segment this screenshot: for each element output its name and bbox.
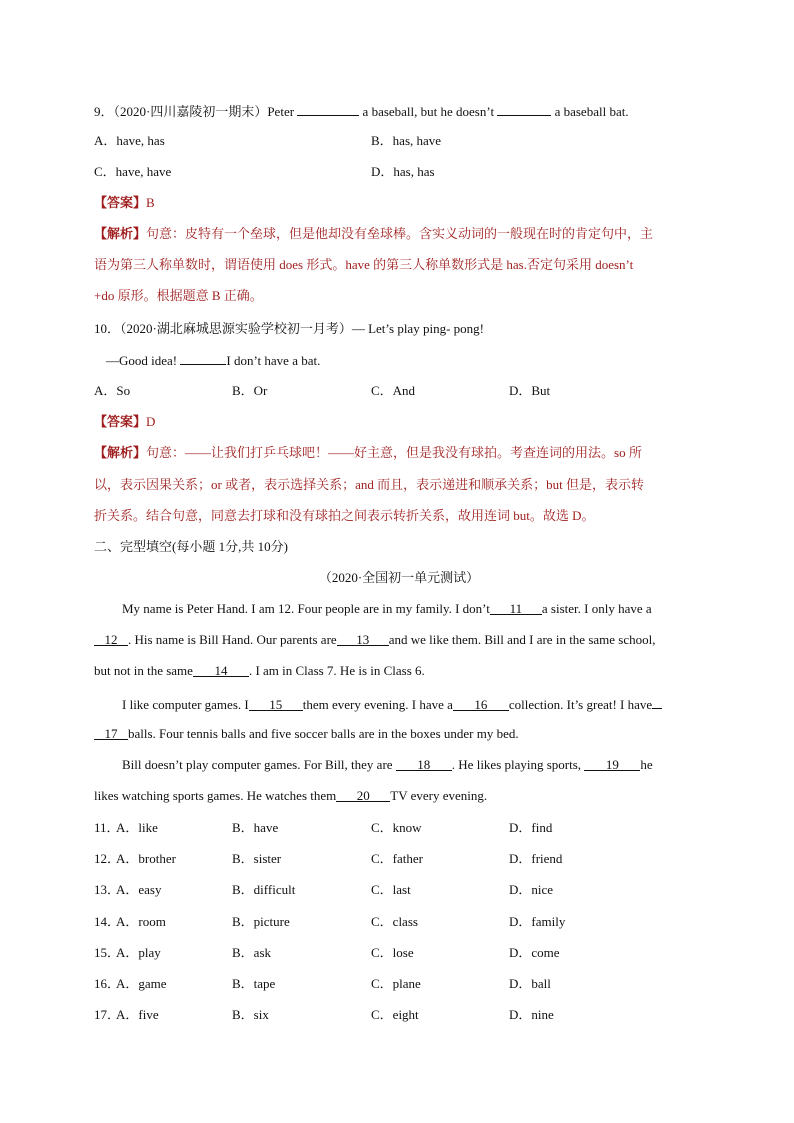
passage-text: he xyxy=(640,757,653,772)
q10-analysis-label: 【解析】 xyxy=(94,445,147,460)
choice-option-d: D．come xyxy=(509,944,560,960)
choice-option-c: C．know xyxy=(371,820,422,835)
passage-blank-15: 15 xyxy=(249,696,303,711)
q10-dialogue-part-1: —Good idea! xyxy=(106,353,178,368)
q10-option-c: C．And xyxy=(371,383,416,398)
q9-option-b: B．has, have xyxy=(371,133,442,148)
choice-option-d: D．nice xyxy=(509,882,554,898)
q9-stem xyxy=(94,101,629,121)
choice-option-c: C．plane xyxy=(371,976,421,991)
q9-option-a: A．have, has xyxy=(94,133,165,148)
passage-text: TV every evening. xyxy=(390,788,488,803)
q10-blank xyxy=(180,350,226,365)
passage-blank-11: 11 xyxy=(490,600,542,615)
q10-dialogue-part-2: I don’t have a bat. xyxy=(226,353,321,368)
choice-option-d: D．nine xyxy=(509,1007,554,1023)
passage-blank-14: 14 xyxy=(193,662,249,677)
choice-option-a: A．easy xyxy=(116,882,162,898)
q10-option-d: D．But xyxy=(509,383,551,398)
choice-option-a: A．like xyxy=(116,820,158,835)
passage-text: . I am in Class 7. He is in Class 6. xyxy=(248,663,425,678)
q9-option-d: D．has, has xyxy=(371,164,435,179)
choice-option-b: B．six xyxy=(232,1007,269,1023)
q9-blank-2 xyxy=(497,101,551,116)
q10-option-b: B．Or xyxy=(232,383,268,398)
choice-option-c: C．eight xyxy=(371,1007,419,1023)
choice-option-d: D．find xyxy=(509,820,553,835)
passage-text: and we like them. Bill and I are in the same school, xyxy=(388,632,656,647)
q9-stem-part-1: 9．（2020·四川嘉陵初一期末）Peter xyxy=(94,104,295,119)
choice-option-a: A．play xyxy=(116,944,161,960)
passage-blank-18: 18 xyxy=(396,756,452,771)
choice-option-b: B．difficult xyxy=(232,882,296,898)
q10-dialogue-line xyxy=(106,350,320,370)
passage-blank-20: 20 xyxy=(336,787,390,802)
passage-p3-line-1 xyxy=(122,756,722,774)
passage-p1-line-3 xyxy=(94,662,694,680)
passage-text: . He likes playing sports, xyxy=(451,757,582,772)
choice-number: 16． xyxy=(94,976,121,991)
passage-text: balls. Four tennis balls and five soccer balls are in the boxes under my bed. xyxy=(128,726,519,741)
q10-analysis-text-2: 以，表示因果关系；or 或者，表示选择关系；and 而且，表示递进和顺承关系；but 但是，表示转 xyxy=(94,477,644,492)
q9-analysis-line-1 xyxy=(94,225,653,243)
q9-stem-part-3: a baseball bat. xyxy=(554,104,629,119)
passage-blank-13: 13 xyxy=(337,631,389,646)
passage-text: but not in the same xyxy=(94,663,193,678)
passage-blank-19: 19 xyxy=(584,756,640,771)
passage-text: collection. It’s great! I have xyxy=(508,697,653,712)
passage-blank-17-start xyxy=(652,694,662,709)
q9-option-c: C．have, have xyxy=(94,164,172,179)
q9-analysis-text-3: +do 原形。根据题意 B 正确。 xyxy=(94,288,263,303)
choice-number: 14． xyxy=(94,913,121,929)
choice-option-b: B．sister xyxy=(232,851,282,867)
section-source: （2020·全国初一单元测试） xyxy=(318,570,480,585)
passage-p2-line-1 xyxy=(122,694,722,714)
passage-p3-line-2 xyxy=(94,787,694,805)
q9-blank-1 xyxy=(297,101,359,116)
q9-stem-part-2: a baseball, but he doesn’t xyxy=(362,104,495,119)
choice-option-b: B．have xyxy=(232,820,279,835)
passage-text: a sister. I only have a xyxy=(541,601,652,616)
q10-answer-label: 【答案】 xyxy=(94,414,147,429)
q9-answer-label: 【答案】 xyxy=(94,195,147,210)
q9-answer xyxy=(94,194,155,212)
choice-option-c: C．class xyxy=(371,913,418,929)
passage-blank-17: 17 xyxy=(94,725,128,740)
choice-option-c: C．lose xyxy=(371,944,414,960)
choice-number: 15． xyxy=(94,944,121,960)
q10-answer xyxy=(94,413,155,431)
passage-p1-line-1 xyxy=(122,600,722,618)
choice-option-b: B．picture xyxy=(232,913,290,929)
passage-text: My name is Peter Hand. I am 12. Four people are in my family. I don’t xyxy=(122,601,490,616)
passage-p1-line-2 xyxy=(94,631,694,649)
choice-option-a: A．room xyxy=(116,913,166,929)
passage-text: . His name is Bill Hand. Our parents are xyxy=(128,632,337,647)
q9-analysis-text-2: 语为第三人称单数时，谓语使用 does 形式。have 的第三人称单数形式是 has.否定句采用 doesn’t xyxy=(94,257,634,272)
choice-option-b: B．tape xyxy=(232,976,276,991)
q10-stem: 10．（2020·湖北麻城思源实验学校初一月考）— Let’s play ping- pong! xyxy=(94,321,484,336)
q9-analysis-text-1: 句意：皮特有一个垒球，但是他却没有垒球棒。含实义动词的一般现在时的肯定句中，主 xyxy=(146,226,654,241)
q10-option-a: A．So xyxy=(94,383,131,398)
q10-analysis-text-3: 折关系。结合句意，同意去打球和没有球拍之间表示转折关系，故用连词 but。故选 D。 xyxy=(94,508,595,523)
passage-text: likes watching sports games. He watches them xyxy=(94,788,337,803)
choice-number: 11． xyxy=(94,820,120,835)
choice-option-b: B．ask xyxy=(232,944,272,960)
section-heading: 二、完型填空(每小题 1分,共 10分) xyxy=(94,539,288,554)
q10-answer-value: D xyxy=(146,414,156,429)
choice-option-a: A．five xyxy=(116,1007,159,1023)
choice-option-c: C．father xyxy=(371,851,423,867)
q10-analysis-line-1 xyxy=(94,444,642,462)
choice-number: 17． xyxy=(94,1007,121,1023)
q10-analysis-text-1: 句意：——让我们打乒乓球吧！——好主意，但是我没有球拍。考查连词的用法。so 所 xyxy=(146,445,642,460)
choice-option-a: A．brother xyxy=(116,851,176,867)
choice-number: 13． xyxy=(94,882,121,898)
passage-text: them every evening. I have a xyxy=(302,697,453,712)
choice-option-c: C．last xyxy=(371,882,411,898)
choice-number: 12． xyxy=(94,851,121,867)
passage-text: I like computer games. I xyxy=(122,697,249,712)
passage-p2-line-2 xyxy=(94,725,694,743)
passage-blank-12: 12 xyxy=(94,631,128,646)
choice-option-d: D．friend xyxy=(509,851,563,867)
choice-option-d: D．family xyxy=(509,913,566,929)
q9-answer-value: B xyxy=(146,195,155,210)
passage-text: Bill doesn’t play computer games. For Bill, they are xyxy=(122,757,393,772)
q9-analysis-label: 【解析】 xyxy=(94,226,147,241)
choice-option-d: D．ball xyxy=(509,976,551,991)
choice-option-a: A．game xyxy=(116,976,167,991)
passage-blank-16: 16 xyxy=(453,696,509,711)
